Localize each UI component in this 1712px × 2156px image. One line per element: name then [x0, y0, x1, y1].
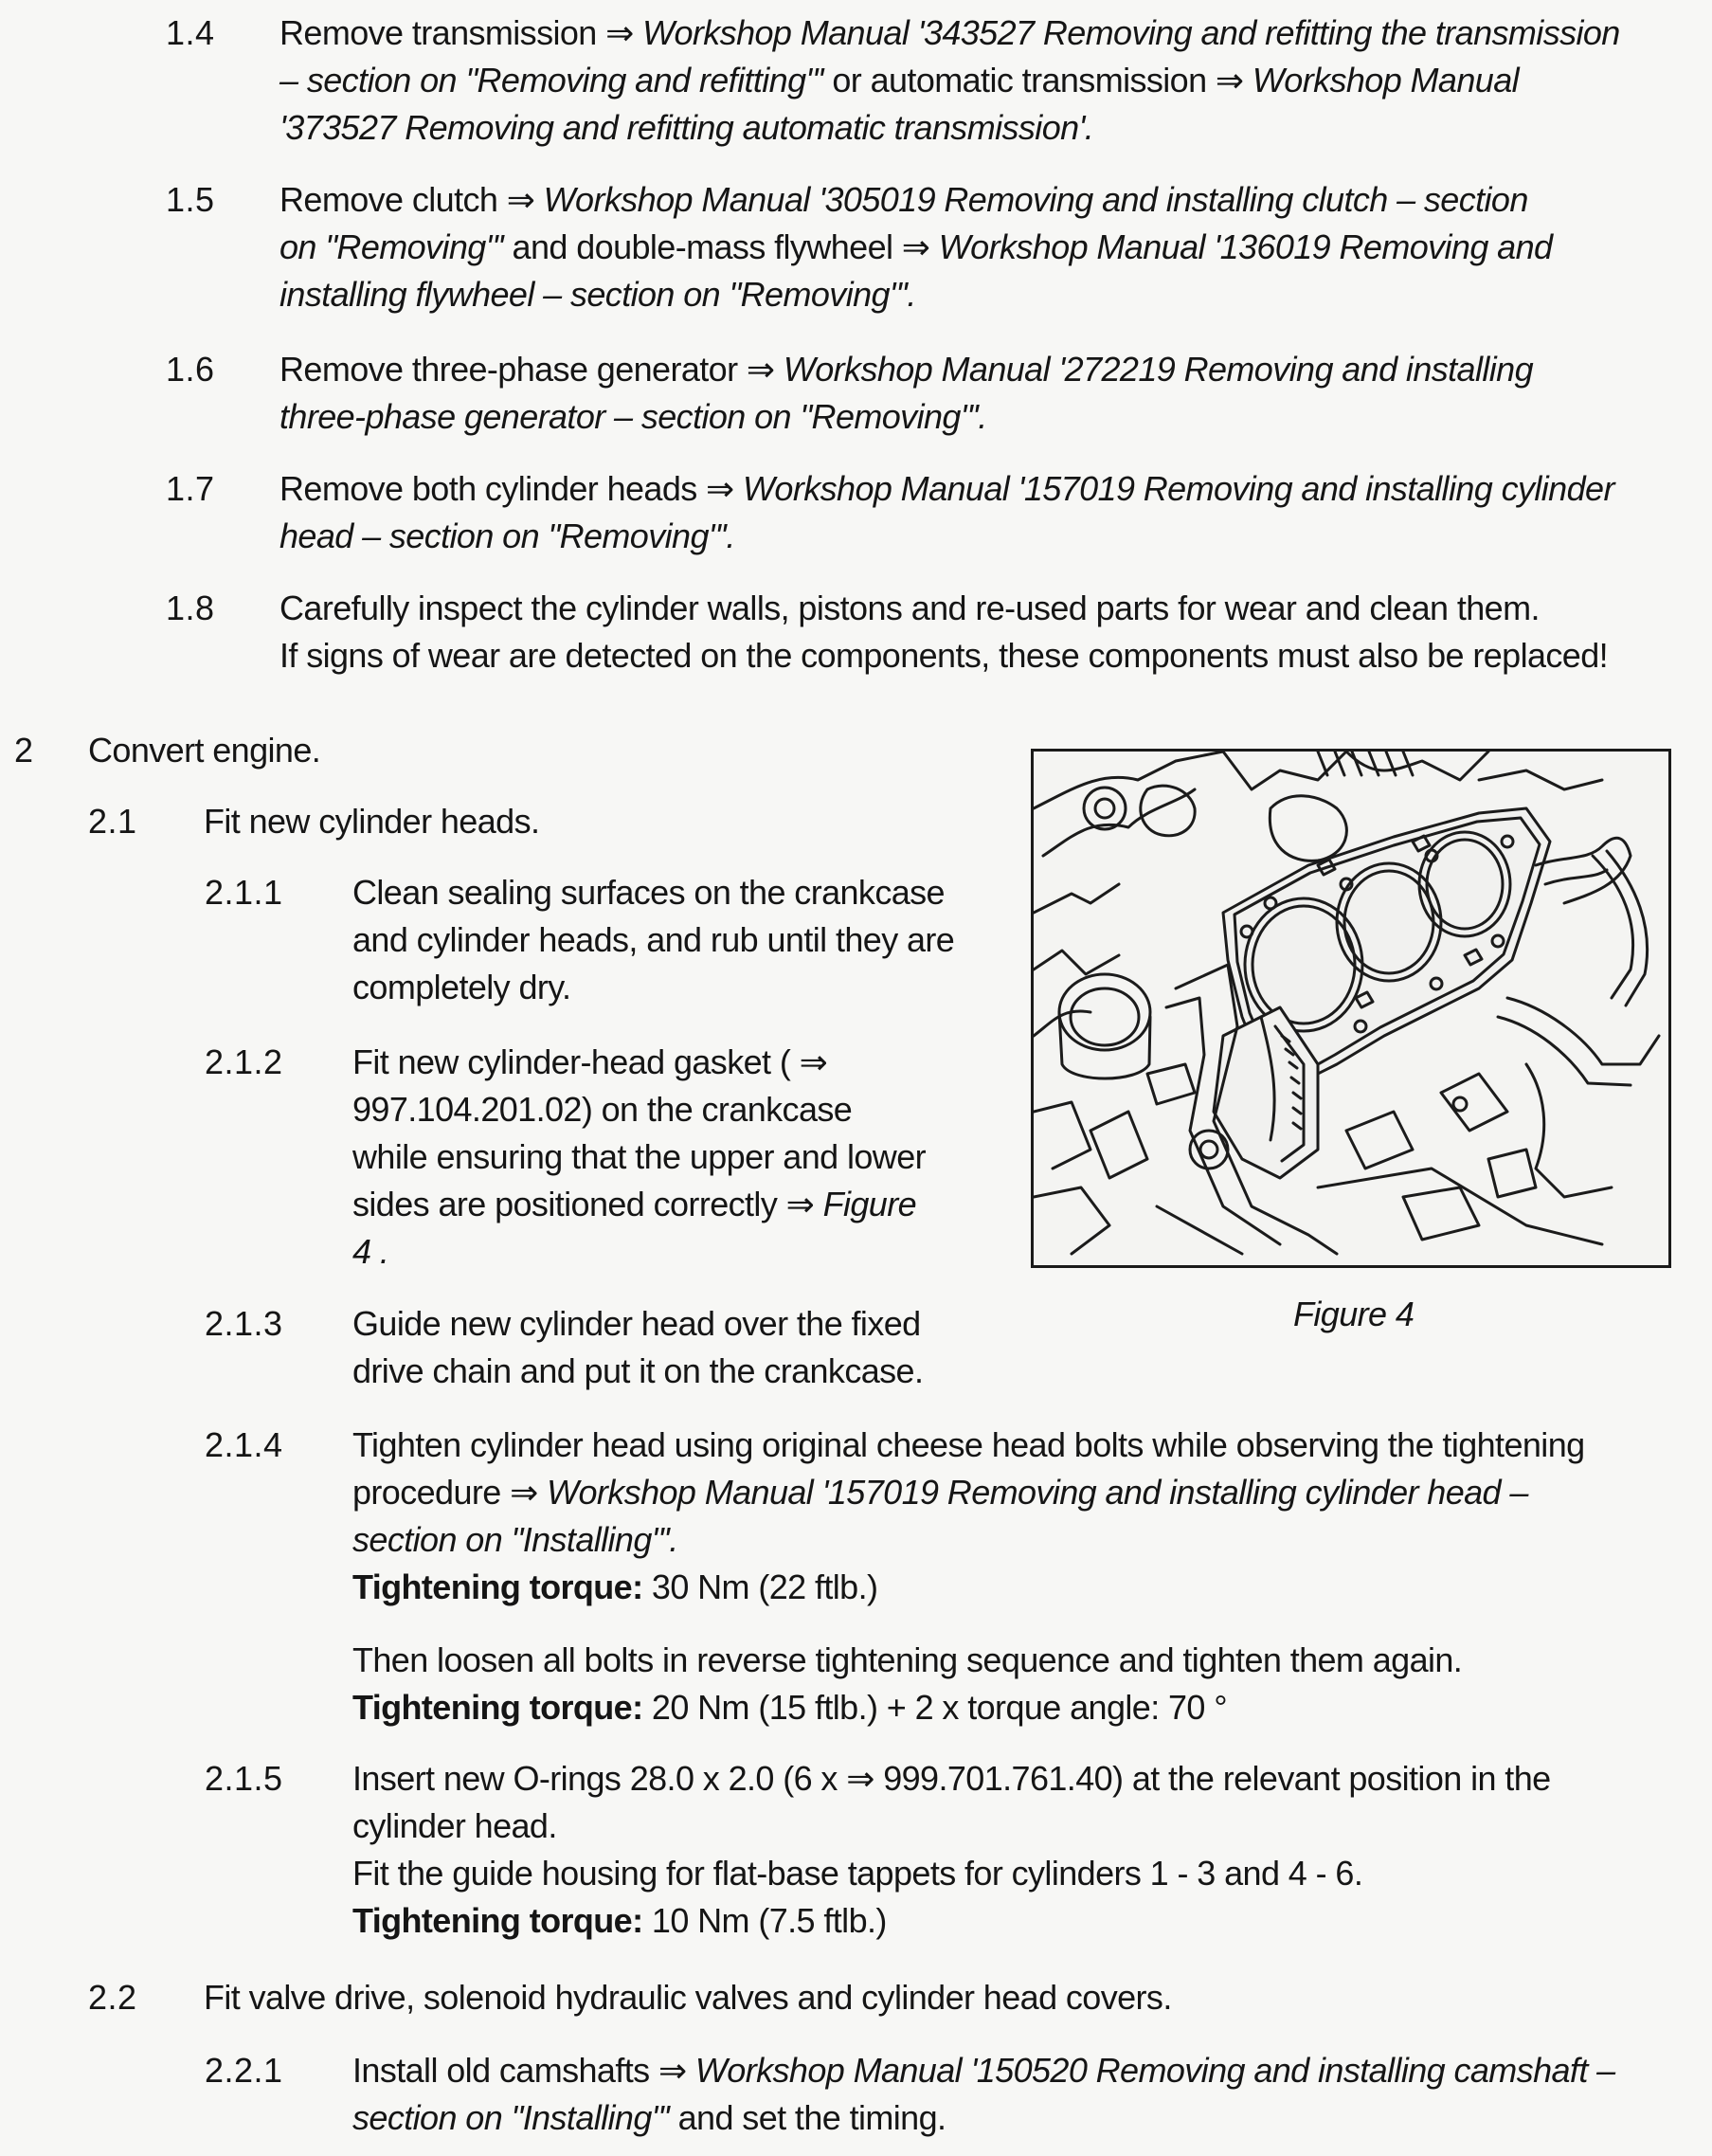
manual-reference-link[interactable]: section on "Installing"'.	[352, 1520, 678, 1559]
step-number: 2.2.1	[205, 2051, 283, 2090]
step-text-line: Then loosen all bolts in reverse tightening sequence and tighten them again.	[352, 1640, 1463, 1679]
step-number: 2.1.3	[205, 1304, 283, 1343]
manual-reference-link[interactable]: Workshop Manual '157019 Removing and installing cylinder	[743, 469, 1614, 508]
part-number: 997.104.201.02) on the crankcase	[352, 1090, 853, 1129]
step-text-line: Insert new O-rings 28.0 x 2.0 (6 x ⇒ 999.701.761.40) at the relevant position in the	[352, 1759, 1551, 1798]
manual-reference-link[interactable]: '373527 Removing and refitting automatic transmission'.	[279, 108, 1094, 147]
manual-reference-link[interactable]: Workshop Manual '272219 Removing and installing	[783, 350, 1534, 389]
step-number: 1.8	[166, 589, 215, 627]
step-number: 1.6	[166, 350, 215, 389]
manual-reference-link[interactable]: three-phase generator – section on "Removing"'.	[279, 397, 987, 436]
step-number: 2.1	[88, 802, 137, 841]
step-number: 1.4	[166, 13, 215, 52]
manual-reference-link[interactable]: Workshop Manual	[1252, 61, 1520, 100]
step-text-line: and cylinder heads, and rub until they are	[352, 920, 955, 959]
step-text-line: sides are positioned correctly ⇒ Figure	[352, 1185, 917, 1223]
figure-caption: Figure 4	[1293, 1295, 1415, 1333]
step-text-line: procedure ⇒ Workshop Manual '157019 Removing and installing cylinder head –	[352, 1473, 1528, 1512]
manual-reference-link[interactable]: Workshop Manual '305019 Removing and installing clutch – section	[543, 180, 1528, 219]
step-text-line: Remove both cylinder heads ⇒ Workshop Manual '157019 Removing and installing cylinder	[279, 469, 1614, 508]
step-text-line: Guide new cylinder head over the fixed	[352, 1304, 921, 1343]
step-text-line: cylinder head.	[352, 1806, 557, 1845]
step-text-line: on "Removing"' and double-mass flywheel ⇒ Workshop Manual '136019 Removing and	[279, 227, 1553, 266]
step-text-line: Tighten cylinder head using original cheese head bolts while observing the tightening	[352, 1425, 1585, 1464]
step-text-line: Clean sealing surfaces on the crankcase	[352, 873, 945, 912]
step-number: 2.1.2	[205, 1042, 283, 1081]
step-number: 2.1.1	[205, 873, 283, 912]
figure-reference-link[interactable]: 4 .	[352, 1232, 389, 1271]
tightening-torque: Tightening torque: 30 Nm (22 ftlb.)	[352, 1567, 878, 1606]
step-text-line: drive chain and put it on the crankcase.	[352, 1351, 924, 1390]
step-heading: Convert engine.	[88, 731, 321, 770]
manual-reference-link[interactable]: Workshop Manual '343527 Removing and refitting the transmission	[642, 13, 1620, 52]
step-text-line: Remove transmission ⇒ Workshop Manual '343527 Removing and refitting the transmission	[279, 13, 1620, 52]
step-text-line: – section on "Removing and refitting"' or automatic transmission ⇒ Workshop Manual	[279, 61, 1520, 100]
manual-reference-link[interactable]: Workshop Manual '136019 Removing and	[938, 227, 1553, 266]
step-text-line: Install old camshafts ⇒ Workshop Manual '150520 Removing and installing camshaft –	[352, 2051, 1615, 2090]
manual-reference-link[interactable]: Workshop Manual '150520 Removing and installing camshaft –	[694, 2051, 1615, 2090]
step-text-line: Remove clutch ⇒ Workshop Manual '305019 Removing and installing clutch – section	[279, 180, 1528, 219]
tightening-torque: Tightening torque: 20 Nm (15 ftlb.) + 2 x torque angle: 70 °	[352, 1688, 1228, 1727]
manual-reference-link[interactable]: installing flywheel – section on "Removing"'.	[279, 275, 916, 314]
figure-4-engine-illustration	[1031, 749, 1671, 1268]
step-text-line: Remove three-phase generator ⇒ Workshop Manual '272219 Removing and installing	[279, 350, 1534, 389]
step-heading: Fit new cylinder heads.	[204, 802, 540, 841]
step-number: 1.7	[166, 469, 215, 508]
step-number: 2	[14, 731, 34, 770]
step-text-line: completely dry.	[352, 968, 571, 1006]
step-number: 2.2	[88, 1978, 137, 2017]
manual-reference-link[interactable]: Workshop Manual '157019 Removing and installing cylinder head –	[547, 1473, 1528, 1512]
step-heading: Fit valve drive, solenoid hydraulic valves and cylinder head covers.	[204, 1978, 1172, 2017]
tightening-torque: Tightening torque: 10 Nm (7.5 ftlb.)	[352, 1901, 887, 1940]
manual-reference-link[interactable]: head – section on "Removing"'.	[279, 516, 735, 555]
manual-reference-link[interactable]: section on "Installing"'	[352, 2098, 670, 2137]
manual-reference-link[interactable]: on "Removing"'	[279, 227, 504, 266]
step-text-line: If signs of wear are detected on the components, these components must also be replaced!	[279, 636, 1609, 675]
step-number: 1.5	[166, 180, 215, 219]
step-text-line: Fit the guide housing for flat-base tappets for cylinders 1 - 3 and 4 - 6.	[352, 1854, 1363, 1893]
step-number: 2.1.4	[205, 1425, 283, 1464]
step-text-line: Carefully inspect the cylinder walls, pistons and re-used parts for wear and clean them.	[279, 589, 1540, 627]
step-number: 2.1.5	[205, 1759, 283, 1798]
figure-reference-link[interactable]: Figure	[822, 1185, 917, 1223]
step-text-line: while ensuring that the upper and lower	[352, 1137, 927, 1176]
manual-reference-link[interactable]: – section on "Removing and refitting"'	[279, 61, 823, 100]
step-text-line: section on "Installing"' and set the timing.	[352, 2098, 946, 2137]
step-text-line: Fit new cylinder-head gasket ( ⇒	[352, 1042, 828, 1081]
